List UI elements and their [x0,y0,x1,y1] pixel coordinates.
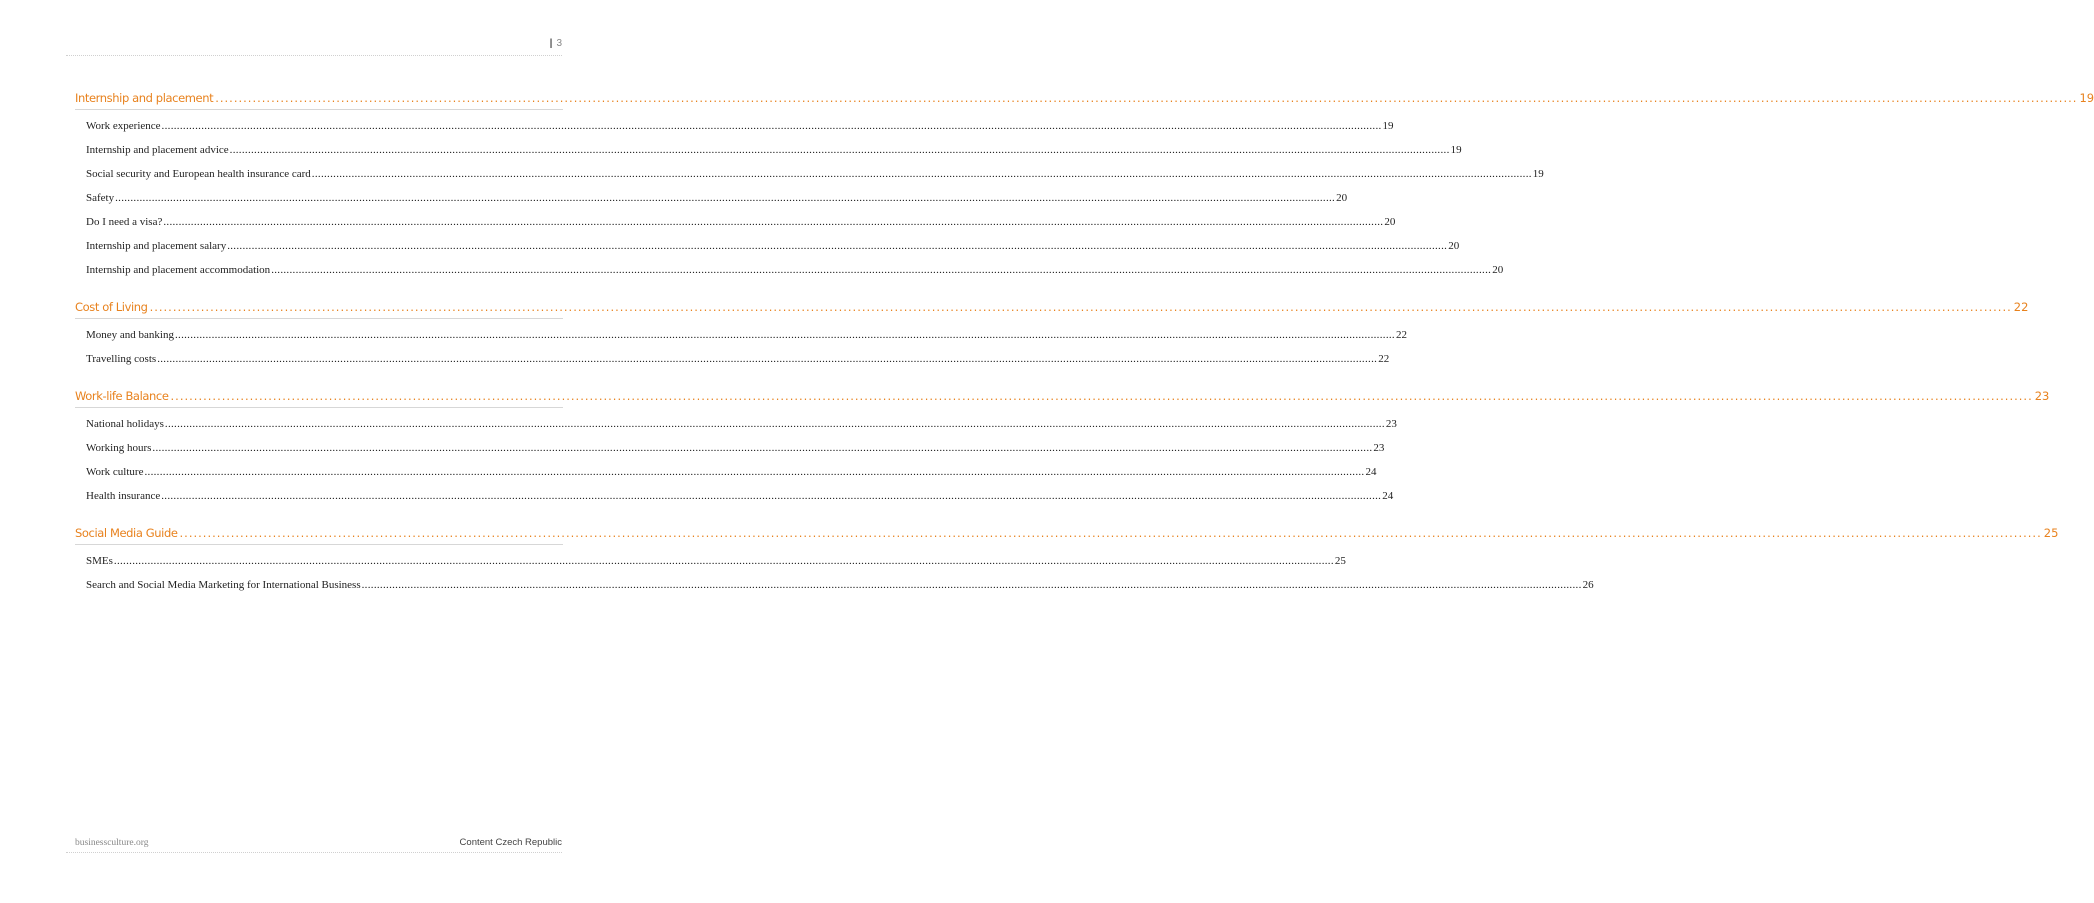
toc-leader-dots: ................................................................................................................................................................................................................................................................................................................................................................................................................ [115,192,1336,204]
toc-leader-dots: ................................................................................................................................................................................................................................................................................................................................................................................................................ [174,329,1395,341]
toc-entry-title: Health insurance [86,490,161,502]
toc-entry-list [75,319,1407,371]
toc-section-group [75,296,2029,371]
toc-section-title: Internship and placement [75,91,214,105]
header-divider [66,55,562,56]
toc-leader-dots: ................................................................................................................................................................................................................................................................................................................................................................................................................ [152,442,1373,454]
toc-entry-page: 20 [1492,264,1504,276]
toc-entry[interactable] [86,138,1462,162]
toc-entry[interactable] [86,347,1390,371]
toc-entry-list [75,545,1594,597]
toc-leader-dots: ................................................................................................................................................................................................................................................................................................................................................................................................................ [361,579,1582,591]
toc-entry-title: Work experience [86,120,161,132]
toc-entry-title: Work culture [86,466,144,478]
toc-entry-title: Do I need a visa? [86,216,163,228]
toc-section-page: 22 [2013,300,2029,314]
toc-entry-page: 19 [1532,168,1544,180]
toc-entry-title: National holidays [86,418,164,430]
toc-section-page: 19 [2079,91,2094,105]
toc-entry[interactable] [86,162,1544,186]
table-of-contents [75,87,2094,611]
toc-section-group [75,385,2050,508]
toc-entry[interactable] [86,484,1394,508]
toc-section-heading[interactable] [75,522,2059,545]
toc-entry-page: 23 [1385,418,1397,430]
toc-entry-title: Internship and placement advice [86,144,229,156]
toc-entry-title: Safety [86,192,115,204]
toc-leader-dots: ................................................................................................................................................................................................................................................................................................................................................................................................................ [164,418,1385,430]
toc-entry[interactable] [86,436,1385,460]
toc-entry-title: Internship and placement salary [86,240,227,252]
toc-entry[interactable] [86,573,1594,597]
toc-entry-page: 20 [1336,192,1348,204]
toc-section-heading[interactable] [75,87,2094,110]
toc-leader-dots: ................................................................................................................................................................................................................................................................................................................................................................................................................ [161,490,1382,502]
toc-entry[interactable] [86,460,1377,484]
toc-section-title: Social Media Guide [75,526,178,540]
footer-website: businessculture.org [75,838,149,848]
toc-section-group [75,522,2059,597]
toc-entry[interactable] [86,210,1396,234]
toc-section-heading[interactable] [75,296,2029,319]
page-number [550,38,562,49]
toc-entry-page: 22 [1395,329,1407,341]
toc-entry-page: 19 [1382,120,1394,132]
toc-leader-dots: ................................................................................................................................................................................................................................................................................................................................................................................................................ [113,555,1334,567]
toc-entry-list [75,408,1397,508]
toc-entry-page: 23 [1373,442,1385,454]
page-number-value: 3 [556,38,562,49]
toc-section-title: Work-life Balance [75,389,169,403]
header-separator: | [549,38,553,49]
toc-section-heading[interactable] [75,385,2050,408]
toc-section-title: Cost of Living [75,300,148,314]
toc-entry[interactable] [86,412,1397,436]
toc-entry-title: SMEs [86,555,113,567]
toc-leader-dots: ................................................................................................................................................................................................................................................................................................................................................................................................................ [179,526,2042,540]
toc-leader-dots: ................................................................................................................................................................................................................................................................................................................................................................................................................ [271,264,1492,276]
toc-entry-list [75,110,1544,282]
toc-entry-page: 19 [1450,144,1462,156]
toc-entry-title: Travelling costs [86,353,157,365]
toc-entry[interactable] [86,549,1346,573]
footer-title: Content Czech Republic [459,837,562,848]
toc-leader-dots: ................................................................................................................................................................................................................................................................................................................................................................................................................ [227,240,1448,252]
toc-entry[interactable] [86,258,1504,282]
toc-entry-page: 26 [1582,579,1594,591]
footer-divider [66,852,562,853]
toc-entry-title: Social security and European health insurance card [86,168,311,180]
toc-leader-dots: ................................................................................................................................................................................................................................................................................................................................................................................................................ [161,120,1382,132]
toc-section-group [75,87,2094,282]
toc-leader-dots: ................................................................................................................................................................................................................................................................................................................................................................................................................ [229,144,1450,156]
toc-entry-title: Internship and placement accommodation [86,264,271,276]
toc-entry-page: 24 [1382,490,1394,502]
toc-entry[interactable] [86,323,1407,347]
toc-entry-page: 25 [1334,555,1346,567]
toc-section-page: 23 [2034,389,2050,403]
toc-leader-dots: ................................................................................................................................................................................................................................................................................................................................................................................................................ [157,353,1378,365]
toc-leader-dots: ................................................................................................................................................................................................................................................................................................................................................................................................................ [170,389,2033,403]
toc-entry-page: 20 [1448,240,1460,252]
toc-entry-title: Money and banking [86,329,174,341]
toc-leader-dots: ................................................................................................................................................................................................................................................................................................................................................................................................................ [215,91,2078,105]
toc-entry-title: Search and Social Media Marketing for International Business [86,579,361,591]
toc-leader-dots: ................................................................................................................................................................................................................................................................................................................................................................................................................ [149,300,2012,314]
toc-entry[interactable] [86,114,1394,138]
toc-leader-dots: ................................................................................................................................................................................................................................................................................................................................................................................................................ [163,216,1384,228]
toc-entry-page: 24 [1365,466,1377,478]
toc-section-page: 25 [2043,526,2059,540]
toc-entry-page: 22 [1378,353,1390,365]
toc-entry[interactable] [86,234,1460,258]
toc-leader-dots: ................................................................................................................................................................................................................................................................................................................................................................................................................ [144,466,1365,478]
toc-entry[interactable] [86,186,1348,210]
toc-entry-title: Working hours [86,442,152,454]
toc-entry-page: 20 [1384,216,1396,228]
toc-leader-dots: ................................................................................................................................................................................................................................................................................................................................................................................................................ [311,168,1532,180]
